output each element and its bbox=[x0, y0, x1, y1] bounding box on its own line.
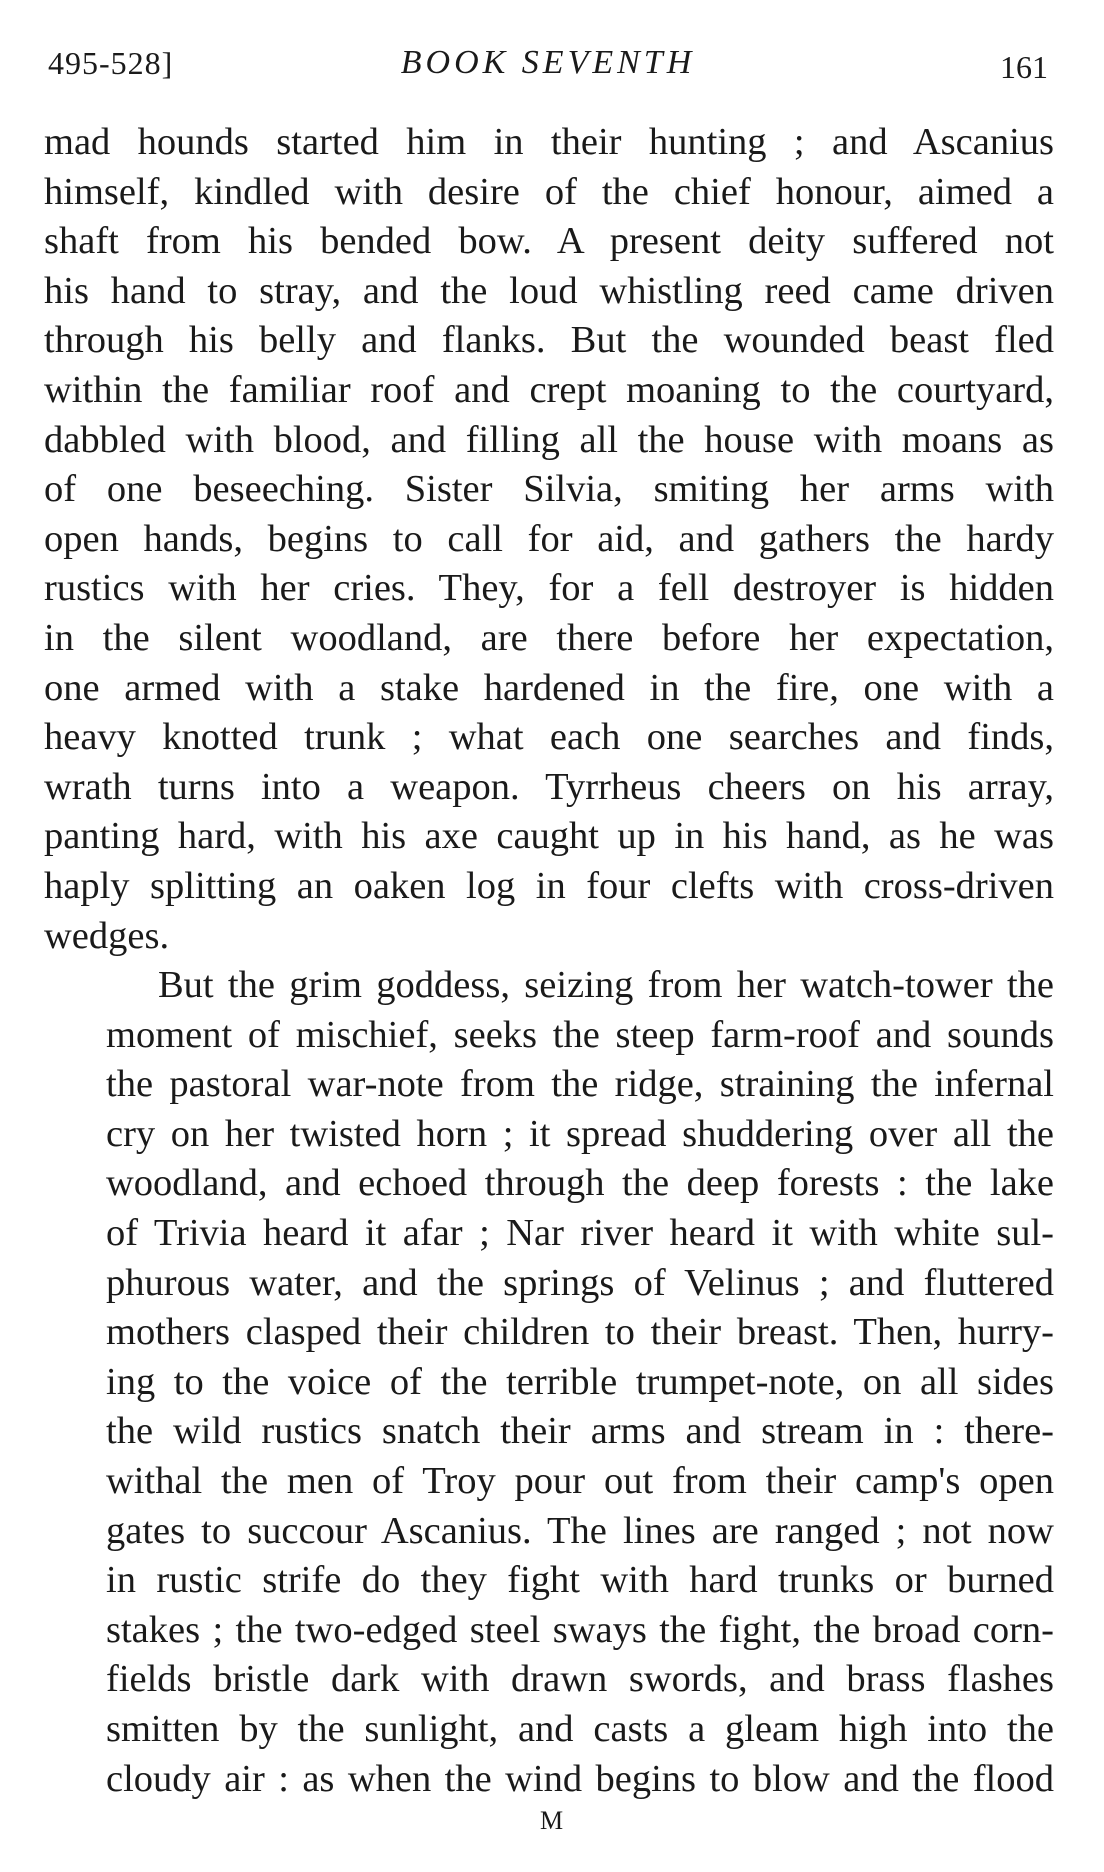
paragraph bbox=[44, 118, 1054, 961]
text-line: mad hounds started him in their hunting ; and Ascanius bbox=[44, 121, 1054, 163]
text-line: within the familiar roof and crept moaning to the courtyard, bbox=[44, 368, 1054, 411]
text-line: But the grim goddess, seizing from her watch-tower the bbox=[158, 964, 1054, 1007]
text-line: wrath turns into a weapon. Tyrrheus cheers on his array, bbox=[44, 765, 1054, 808]
running-header bbox=[48, 38, 1048, 88]
text-line: panting hard, with his axe caught up in his hand, as he was bbox=[44, 815, 1054, 858]
text-line: shaft from his bended bow. A present deity suffered not bbox=[44, 220, 1054, 263]
text-line: rustics with her cries. They, for a fell destroyer is hidden bbox=[44, 567, 1054, 610]
text-line: woodland, and echoed through the deep forests : the lake bbox=[106, 1162, 1054, 1205]
text-line: himself, kindled with desire of the chief honour, aimed a bbox=[44, 170, 1054, 213]
text-line: ing to the voice of the terrible trumpet-note, on all sides bbox=[106, 1360, 1054, 1403]
text-line: smitten by the sunlight, and casts a gleam high into the bbox=[106, 1708, 1054, 1750]
text-line: open hands, begins to call for aid, and gathers the hardy bbox=[44, 517, 1054, 560]
text-line: his hand to stray, and the loud whistling reed came driven bbox=[44, 269, 1054, 312]
text-line: cry on her twisted horn ; it spread shuddering over all the bbox=[106, 1112, 1054, 1155]
text-line: moment of mischief, seeks the steep farm-roof and sounds bbox=[106, 1013, 1054, 1056]
text-line: withal the men of Troy pour out from their camp's open bbox=[106, 1460, 1054, 1503]
text-line: in rustic strife do they fight with hard trunks or burned bbox=[106, 1559, 1054, 1602]
text-line: haply splitting an oaken log in four clefts with cross-driven bbox=[44, 864, 1054, 907]
body-text bbox=[44, 118, 1054, 1804]
text-line: the pastoral war-note from the ridge, straining the infernal bbox=[106, 1063, 1054, 1106]
text-line: the wild rustics snatch their arms and stream in : there- bbox=[106, 1410, 1054, 1453]
text-line: phurous water, and the springs of Velinus ; and fluttered bbox=[106, 1261, 1054, 1304]
text-line: fields bristle dark with drawn swords, and brass flashes bbox=[106, 1658, 1054, 1701]
text-line: through his belly and flanks. But the wounded beast fled bbox=[44, 319, 1054, 362]
signature-mark: M bbox=[539, 1806, 565, 1835]
text-line: of one beseeching. Sister Silvia, smiting her arms with bbox=[44, 468, 1054, 511]
line-range: 495-528] bbox=[48, 45, 174, 81]
text-line: wedges. bbox=[44, 914, 170, 957]
text-line: cloudy air : as when the wind begins to blow and the flood bbox=[106, 1757, 1054, 1800]
paragraph bbox=[44, 961, 1054, 1804]
text-line: heavy knotted trunk ; what each one searches and finds, bbox=[44, 716, 1054, 759]
text-line: gates to succour Ascanius. The lines are ranged ; not now bbox=[106, 1509, 1054, 1552]
page-number: 161 bbox=[1000, 49, 1048, 85]
text-line: mothers clasped their children to their breast. Then, hurry- bbox=[106, 1311, 1054, 1354]
text-line: of Trivia heard it afar ; Nar river heard it with white sul- bbox=[106, 1212, 1054, 1255]
running-title: BOOK SEVENTH bbox=[400, 44, 696, 81]
text-line: stakes ; the two-edged steel sways the fight, the broad corn- bbox=[106, 1608, 1054, 1651]
text-line: one armed with a stake hardened in the fire, one with a bbox=[44, 666, 1054, 709]
text-line: dabbled with blood, and filling all the house with moans as bbox=[44, 418, 1054, 461]
text-line: in the silent woodland, are there before her expectation, bbox=[44, 616, 1054, 659]
